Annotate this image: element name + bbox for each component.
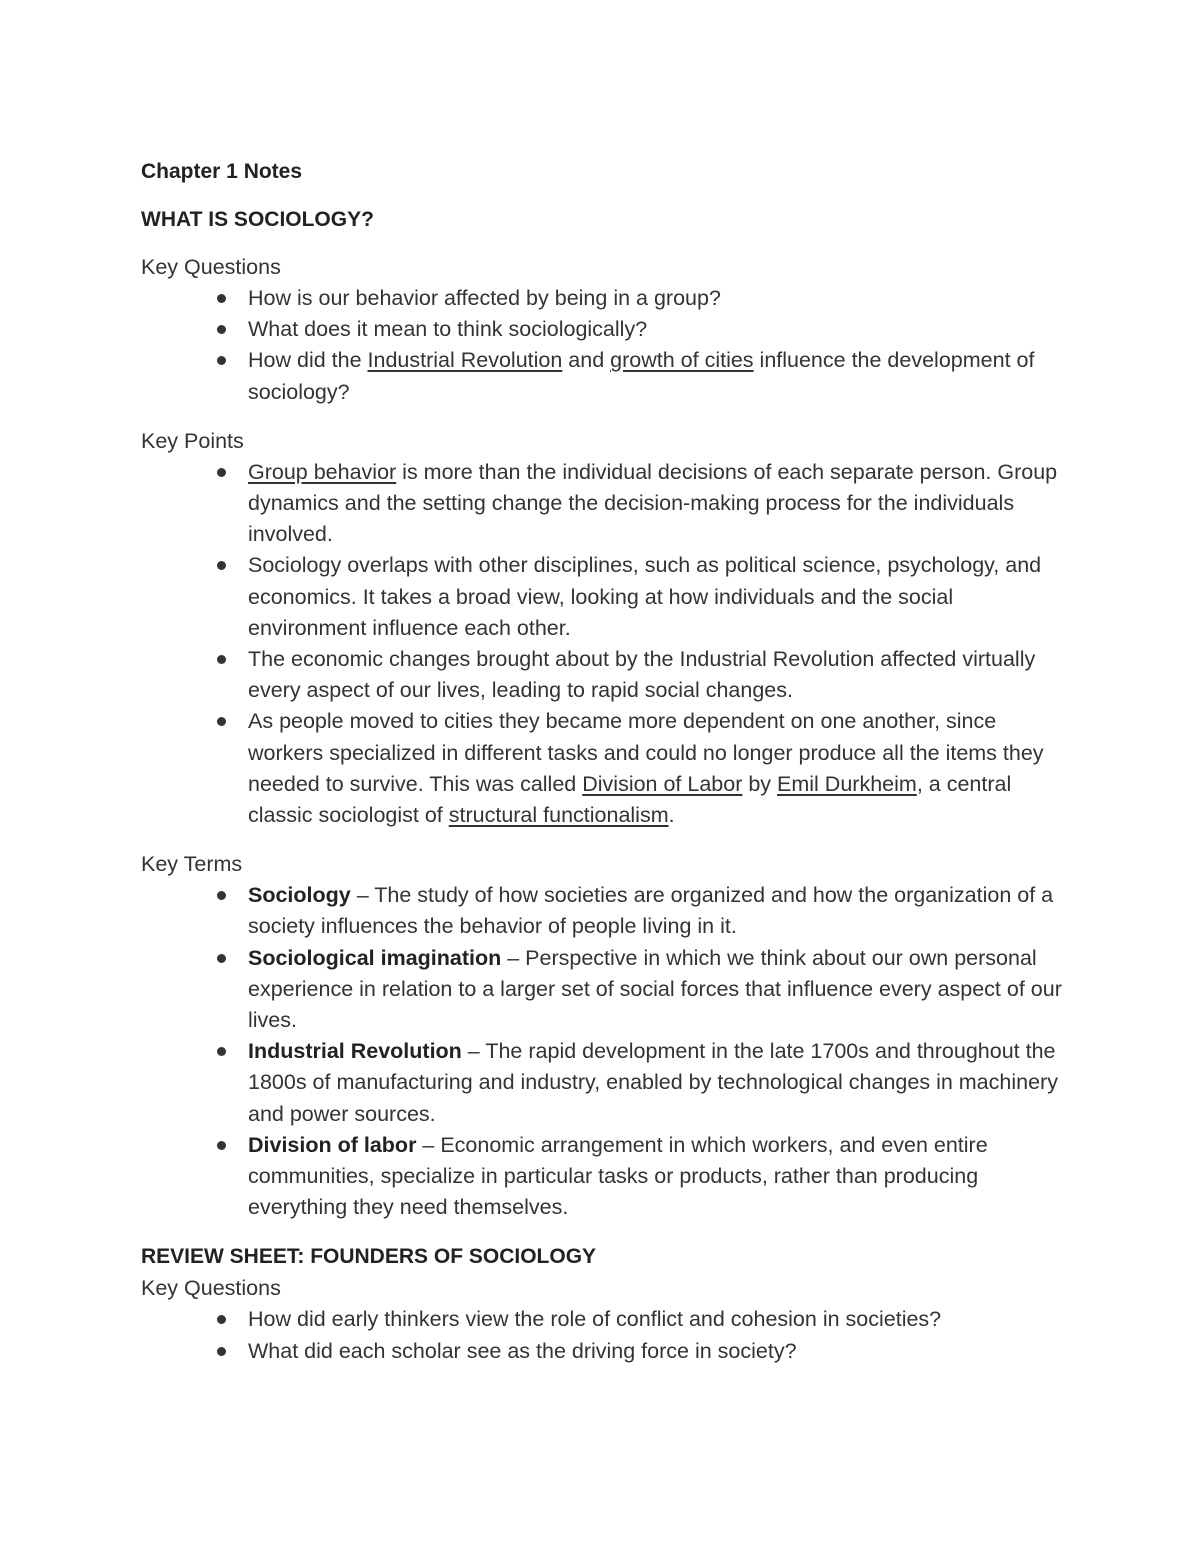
bullet-icon: [217, 1315, 226, 1324]
underlined-term: Group behavior: [248, 459, 397, 484]
underlined-term: Division of Labor: [582, 771, 743, 796]
list-item: How did early thinkers view the role of conflict and cohesion in societies?: [141, 1304, 1071, 1335]
list-item: As people moved to cities they became more dependent on one another, since workers specialized in different tasks and could no longer produce all the items they needed to survive. This was called Division of Labor by Emil Durkheim, a central classic sociologist of structural functionalism.: [141, 706, 1071, 831]
list-item: Division of labor – Economic arrangement in which workers, and even entire communities, specialize in particular tasks or products, rather than producing everything they need themselves.: [141, 1130, 1071, 1224]
bullet-icon: [217, 655, 226, 664]
bullet-icon: [217, 1047, 226, 1056]
list-item: What does it mean to think sociologically?: [141, 314, 1071, 345]
bullet-icon: [217, 1141, 226, 1150]
term-name: Sociology: [248, 883, 351, 908]
bullet-icon: [217, 717, 226, 726]
list-item: The economic changes brought about by the Industrial Revolution affected virtually every aspect of our lives, leading to rapid social changes.: [141, 644, 1071, 706]
list-item: Sociology – The study of how societies are organized and how the organization of a society influences the behavior of people living in it.: [141, 880, 1071, 942]
key-questions-label: Key Questions: [141, 1276, 281, 1301]
bullet-icon: [217, 468, 226, 477]
bullet-icon: [217, 561, 226, 570]
list-item: How is our behavior affected by being in a group?: [141, 283, 1071, 314]
term-name: Sociological imagination: [248, 945, 502, 970]
underlined-term: Emil Durkheim: [777, 771, 917, 796]
bullet-icon: [217, 1347, 226, 1356]
underlined-term: Industrial Revolution: [367, 348, 563, 373]
document-title: Chapter 1 Notes: [141, 160, 303, 183]
underlined-term: structural functionalism: [448, 803, 669, 828]
document-page: [141, 156, 1071, 1385]
list-item: What did each scholar see as the driving force in society?: [141, 1336, 1071, 1367]
bullet-icon: [217, 294, 226, 303]
term-name: Industrial Revolution: [248, 1039, 462, 1064]
list-item: Sociological imagination – Perspective in which we think about our own personal experience in relation to a larger set of social forces that influence every aspect of our lives.: [141, 943, 1071, 1037]
list-item: Group behavior is more than the individual decisions of each separate person. Group dynamics and the setting change the decision-making process for the individuals involved.: [141, 457, 1071, 551]
list-item: Industrial Revolution – The rapid development in the late 1700s and throughout the 1800s of manufacturing and industry, enabled by technological changes in machinery and power sources.: [141, 1036, 1071, 1130]
key-terms-label: Key Terms: [141, 852, 243, 877]
bullet-icon: [217, 891, 226, 900]
key-questions-label: Key Questions: [141, 255, 281, 279]
key-points-list: [141, 457, 1071, 831]
term-name: Division of labor: [248, 1132, 417, 1157]
review-key-questions-list: [141, 1304, 1071, 1366]
section-heading-review-sheet: REVIEW SHEET: FOUNDERS OF SOCIOLOGY: [141, 1245, 597, 1269]
key-points-label: Key Points: [141, 428, 244, 453]
bullet-icon: [217, 325, 226, 334]
section-heading-what-is-sociology: WHAT IS SOCIOLOGY?: [141, 208, 374, 231]
underlined-term: growth of cities: [610, 348, 754, 373]
key-questions-list: [141, 283, 1071, 408]
list-item: How did the Industrial Revolution and growth of cities influence the development of sociology?: [141, 345, 1071, 407]
bullet-icon: [217, 356, 226, 365]
bullet-icon: [217, 954, 226, 963]
list-item: Sociology overlaps with other disciplines, such as political science, psychology, and economics. It takes a broad view, looking at how individuals and the social environment influence each other.: [141, 550, 1071, 644]
key-terms-list: [141, 880, 1071, 1223]
